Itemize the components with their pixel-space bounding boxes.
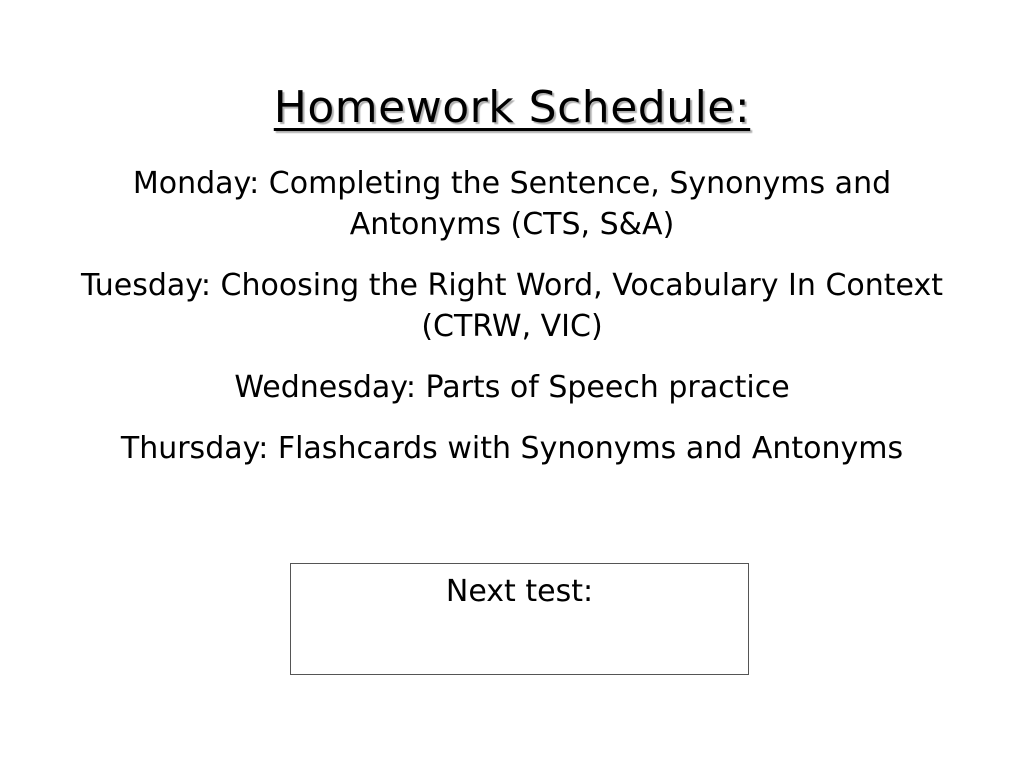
homework-schedule-list <box>70 163 954 489</box>
schedule-item-thursday: Thursday: Flashcards with Synonyms and Antonyms <box>120 431 904 466</box>
slide-title <box>0 82 1024 134</box>
schedule-item-wednesday: Wednesday: Parts of Speech practice <box>234 370 790 405</box>
schedule-item-monday: Monday: Completing the Sentence, Synonyms and Antonyms (CTS, S&A) <box>132 166 892 242</box>
next-test-box <box>290 563 749 675</box>
slide-title-text: Homework Schedule: <box>273 82 751 133</box>
next-test-label: Next test: <box>445 574 594 609</box>
schedule-item-tuesday: Tuesday: Choosing the Right Word, Vocabulary In Context (CTRW, VIC) <box>81 268 943 344</box>
